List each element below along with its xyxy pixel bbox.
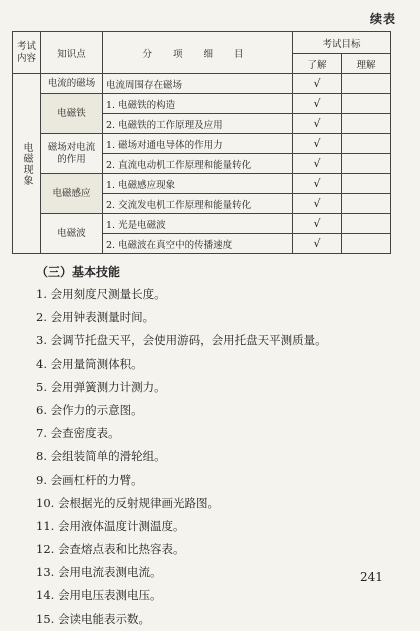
header-exam-content (13, 32, 41, 74)
detail-cell: 电流周围存在磁场 (103, 74, 293, 94)
detail-cell: 2. 交流发电机工作原理和能量转化 (103, 194, 293, 214)
header-comprehend: 理解 (342, 54, 391, 74)
syllabus-table (12, 31, 391, 254)
list-item: 5. 会用弹簧测力计测力。 (36, 379, 166, 394)
list-item: 8. 会组装简单的滑轮组。 (36, 449, 166, 464)
knowledge-cell: 电磁感应 (41, 174, 103, 214)
exam-content-label: 电磁现象 (21, 141, 32, 186)
list-item: 12. 会查熔点表和比热容表。 (36, 542, 185, 557)
list-item: 3. 会调节托盘天平，会使用游码，会用托盘天平测质量。 (36, 333, 327, 348)
detail-cell: 1. 电磁铁的构造 (103, 94, 293, 114)
list-item: 13. 会用电流表测电流。 (36, 565, 162, 580)
empty-cell (342, 114, 391, 134)
check-mark: √ (293, 194, 342, 214)
detail-cell: 2. 电磁铁的工作原理及应用 (103, 114, 293, 134)
empty-cell (342, 214, 391, 234)
empty-cell (342, 94, 391, 114)
check-mark: √ (293, 214, 342, 234)
list-item: 10. 会根据光的反射规律画光路图。 (36, 495, 219, 510)
knowledge-cell: 电磁波 (41, 214, 103, 254)
skills-list (36, 283, 327, 631)
empty-cell (342, 74, 391, 94)
knowledge-cell: 电磁铁 (41, 94, 103, 134)
check-mark: √ (293, 134, 342, 154)
detail-cell: 1. 电磁感应现象 (103, 174, 293, 194)
check-mark: √ (293, 174, 342, 194)
exam-content-cell (13, 74, 41, 254)
detail-cell: 1. 磁场对通电导体的作用力 (103, 134, 293, 154)
detail-cell: 1. 光是电磁波 (103, 214, 293, 234)
table-row (13, 214, 391, 234)
check-mark: √ (293, 114, 342, 134)
list-item: 6. 会作力的示意图。 (36, 402, 143, 417)
empty-cell (342, 134, 391, 154)
table-row (13, 134, 391, 154)
list-item: 4. 会用量筒测体积。 (36, 356, 143, 371)
check-mark: √ (293, 94, 342, 114)
header-understand: 了解 (293, 54, 342, 74)
list-item: 15. 会读电能表示数。 (36, 611, 150, 626)
list-item: 11. 会用液体温度计测温度。 (36, 518, 185, 533)
continued-label: 续表 (369, 12, 396, 26)
empty-cell (342, 154, 391, 174)
page-number: 241 (360, 570, 383, 584)
table-row (13, 174, 391, 194)
knowledge-cell: 电流的磁场 (41, 74, 103, 94)
list-item: 2. 会用钟表测量时间。 (36, 310, 155, 325)
list-item: 1. 会用刻度尺测量长度。 (36, 287, 166, 301)
check-mark: √ (293, 74, 342, 94)
header-knowledge: 知识点 (41, 32, 103, 74)
header-exam-content-text: 考试内容 (16, 40, 36, 64)
knowledge-text: 磁场对电流的作用 (47, 141, 96, 165)
empty-cell (342, 194, 391, 214)
list-item: 9. 会画杠杆的力臂。 (36, 472, 143, 487)
detail-cell: 2. 电磁波在真空中的传播速度 (103, 234, 293, 254)
knowledge-cell (41, 134, 103, 174)
table-row (13, 74, 391, 94)
section-title: （三）基本技能 (36, 265, 121, 279)
table-row (13, 94, 391, 114)
detail-cell: 2. 直流电动机工作原理和能量转化 (103, 154, 293, 174)
header-target: 考试目标 (293, 32, 391, 54)
check-mark: √ (293, 154, 342, 174)
list-item: 14. 会用电压表测电压。 (36, 588, 162, 603)
header-details: 分 项 细 目 (103, 32, 293, 74)
list-item: 7. 会查密度表。 (36, 426, 120, 441)
empty-cell (342, 174, 391, 194)
empty-cell (342, 234, 391, 254)
check-mark: √ (293, 234, 342, 254)
